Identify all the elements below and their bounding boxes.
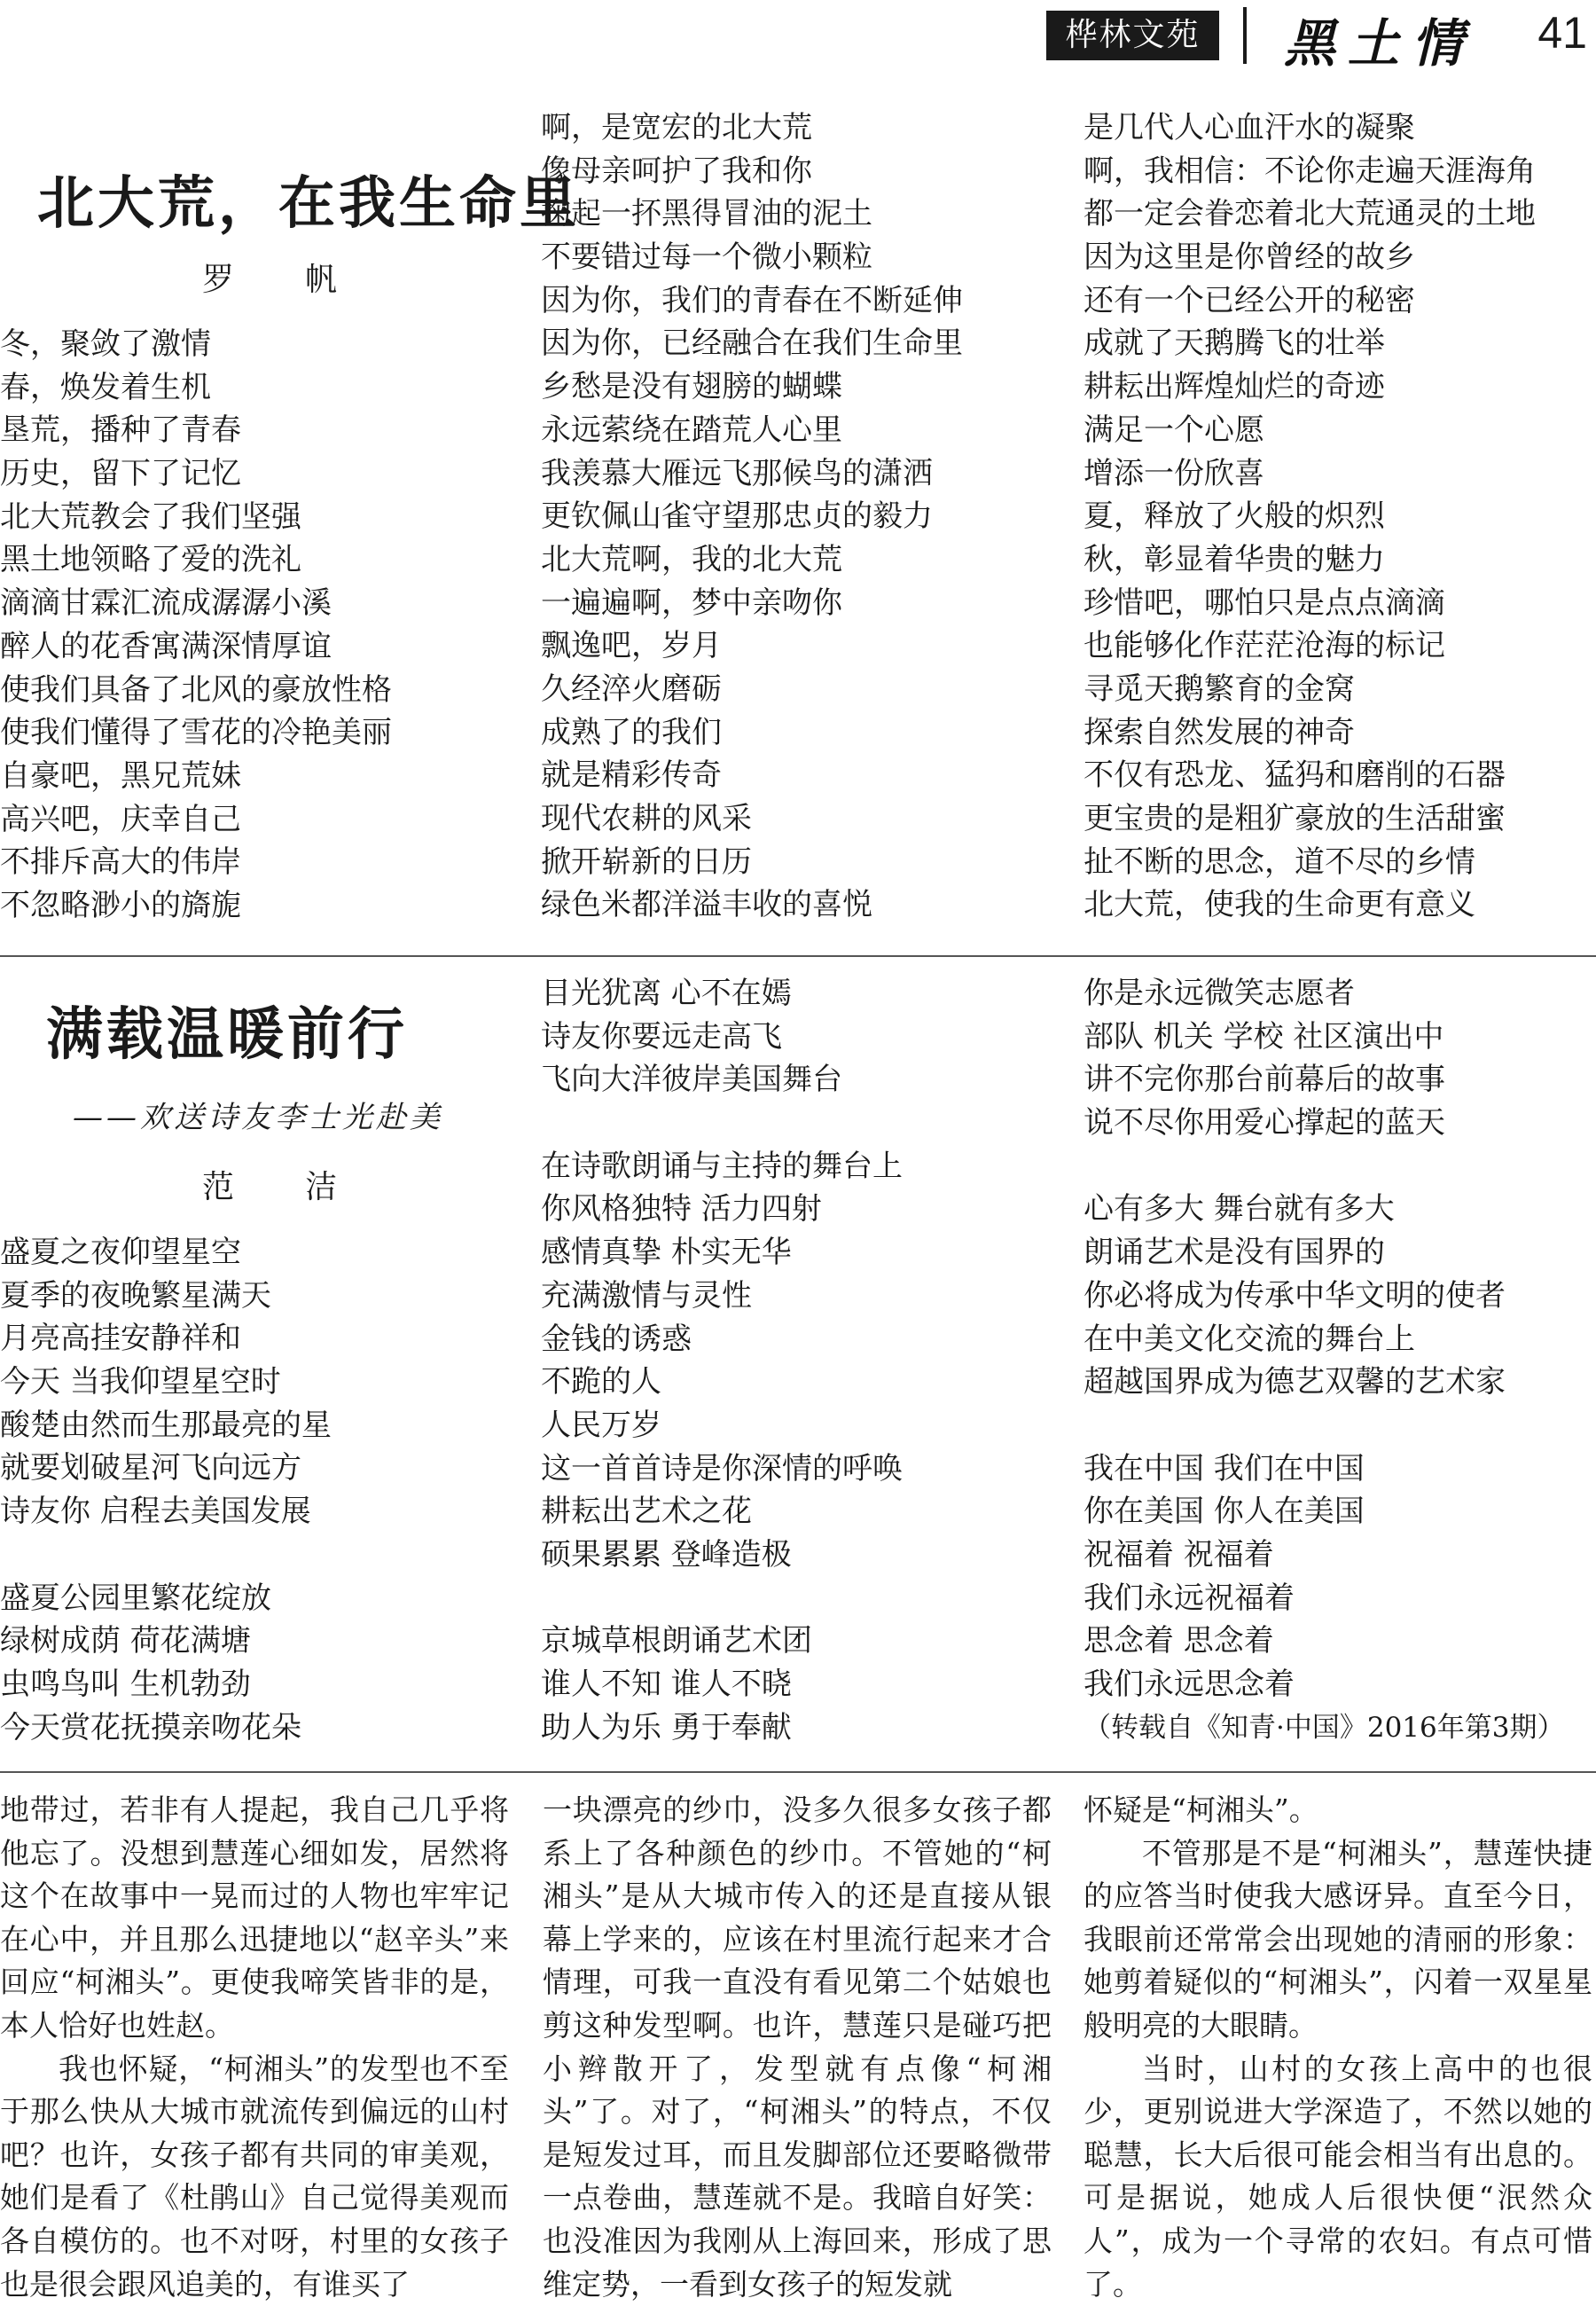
poem-line: 北大荒，使我的生命更有意义 [1084,887,1475,923]
poem-line: 久经淬火磨砺 [541,671,722,707]
header-divider [1243,7,1247,64]
poem2-author: 范 洁 [202,1169,357,1205]
poem-line: 扯不断的思念，道不尽的乡情 [1084,843,1475,880]
poem-line: 今天赏花抚摸亲吻花朵 [0,1709,301,1745]
poem-line: 在中美文化交流的舞台上 [1084,1321,1415,1357]
section-tag: 桦林文苑 [1046,11,1219,60]
poem-line: 因为你，我们的青春在不断延伸 [541,282,963,318]
poem-line: 飘逸吧，岁月 [541,628,722,664]
poem-line [541,1577,903,1620]
poem-line: 增添一份欣喜 [1084,455,1264,491]
poem-line: 目光犹离 心不在嫣 [541,976,792,1011]
poem-line: 讲不完你那台前幕后的故事 [1084,1062,1445,1098]
poem-line: 心有多大 舞台就有多大 [1084,1191,1395,1228]
poem-line: 诗友你 启程去美国发展 [0,1494,311,1530]
poem-line: 北大荒教会了我们坚强 [0,498,301,535]
poem-line: 耕耘出艺术之花 [541,1494,752,1530]
poem-line: 因为你，已经融合在我们生命里 [541,326,963,362]
poem-line: 我们永远祝福着 [1084,1580,1295,1616]
story-paragraph: 怀疑是“柯湘头”。 [1084,1792,1318,1827]
source-note-text: （转载自《知青·中国》2016年第3期） [1084,1712,1565,1744]
poem-line: 硕果累累 登峰造极 [541,1536,792,1573]
poem-line: 春，焕发着生机 [0,369,211,405]
poem-line: 像母亲呵护了我和你 [541,153,812,189]
poem-line: 谁人不知 谁人不晓 [541,1667,792,1702]
poem-line: 满足一个心愿 [1084,412,1264,448]
poem-line: 祝福着 祝福着 [1084,1536,1274,1573]
poem-line: 感情真挚 朴实无华 [541,1235,792,1271]
poem-line: 不要错过每一个微小颗粒 [541,239,872,276]
poem-line: 黑土地领略了爱的洗礼 [0,542,301,578]
poem-line: 诗友你要远走高飞 [541,1018,782,1055]
poem-line: 夏季的夜晚繁星满天 [0,1277,271,1314]
poem-line: 寻觅天鹅繁育的金窝 [1084,671,1355,707]
poem-line: 充满激情与灵性 [541,1277,752,1314]
poem-line: 垦荒，播种了青春 [0,412,241,449]
poem-line: 永远萦绕在踏荒人心里 [541,412,842,448]
poem-line: 都一定会眷恋着北大荒通灵的土地 [1084,196,1536,232]
poem-line: 绿树成荫 荷花满塘 [0,1623,251,1659]
poem-line: 说不尽你用爱心撑起的蓝天 [1084,1105,1445,1141]
poem-line: 你风格独特 活力四射 [541,1191,822,1228]
poem-line: 京城草根朗诵艺术团 [541,1623,812,1659]
poem-line: 啊，我相信：不论你走遍天涯海角 [1084,153,1536,189]
poem-line: 醉人的花香寓满深情厚谊 [0,628,332,664]
poem-line [1084,1145,1506,1188]
poem-line: 不仅有恐龙、猛犸和磨削的石器 [1084,757,1506,794]
story-column-1 [0,1789,509,2306]
poem2-title: 满载温暖前行 [46,1001,408,1068]
section-divider-2 [0,1771,1596,1773]
poem-line: 使我们具备了北风的豪放性格 [0,671,392,708]
poem-line: 我羡慕大雁远飞那候鸟的潇洒 [541,455,933,491]
poem-line: 也能够化作茫茫沧海的标记 [1084,628,1445,664]
poem-line: 高兴吧，庆幸自己 [0,801,241,837]
story-column-3 [1084,1789,1592,2306]
poem1-author: 罗 帆 [202,262,357,298]
poem-line: 助人为乐 勇于奉献 [541,1709,792,1745]
poem2-column-1 [0,1231,332,1749]
poem-line: 部队 机关 学校 社区演出中 [1084,1018,1444,1055]
poem-line: 探索自然发展的神奇 [1084,714,1355,750]
poem-line: 就要划破星河飞向远方 [0,1450,301,1486]
poem-line: 珍惜吧，哪怕只是点点滴滴 [1084,584,1445,621]
poem-line: 还有一个已经公开的秘密 [1084,282,1415,318]
poem-line: 你必将成为传承中华文明的使者 [1084,1277,1506,1314]
poem-line: 冬，聚敛了激情 [0,326,211,362]
poem-line: 秋，彰显着华贵的魅力 [1084,541,1385,577]
poem-line: 金钱的诱惑 [541,1321,692,1357]
poem-line: 掬起一抔黑得冒油的泥土 [541,196,872,232]
story-paragraph: 不管那是不是“柯湘头”，慧莲快捷的应答当时使我大感讶异。直至今日，我眼前还常常会出现她的清丽的形象：她剪着疑似的“柯湘头”，闪着一双星星般明亮的大眼睛。 [1084,1835,1592,2043]
poem-line: 因为这里是你曾经的故乡 [1084,239,1415,276]
poem-line: 滴滴甘霖汇流成潺潺小溪 [0,585,332,622]
poem-line: 今天 当我仰望星空时 [0,1364,281,1400]
poem-line: 盛夏之夜仰望星空 [0,1235,241,1270]
poem-line: 虫鸣鸟叫 生机勃劲 [0,1666,251,1702]
source-note [1084,1706,1564,1750]
poem-line: 我在中国 我们在中国 [1084,1450,1365,1486]
poem1-title: 北大荒，在我生命里 [37,170,580,237]
poem-line: 更钦佩山雀守望那忠贞的毅力 [541,498,933,535]
poem-line: 超越国界成为德艺双馨的艺术家 [1084,1364,1506,1400]
page-number: 41 [1537,8,1587,58]
poem-line: 飞向大洋彼岸美国舞台 [541,1062,842,1098]
poem2-subtitle: ——欢送诗友李士光赴美 [73,1100,443,1135]
poem-line: 是几代人心血汗水的凝聚 [1084,110,1415,145]
poem-line: 历史，留下了记忆 [0,456,241,492]
poem-line: 朗诵艺术是没有国界的 [1084,1235,1385,1271]
poem1-column-2 [541,106,963,927]
poem-line: 在诗歌朗诵与主持的舞台上 [541,1148,903,1184]
page-header [1046,0,1596,74]
story-paragraph: 地带过，若非有人提起，我自己几乎将他忘了。没想到慧莲心细如发，居然将这个在故事中一晃而过的人物也牢牢记在心中，并且那么迅捷地以“赵辛头”来回应“柯湘头”。更使我啼笑皆非的是，本人恰好也姓赵。 [0,1792,509,2043]
story-paragraph: 我也怀疑，“柯湘头”的发型也不至于那么快从大城市就流传到偏远的山村吧？也许，女孩子都有共同的审美观，她们是看了《杜鹃山》自己觉得美观而各自模仿的。也不对呀，村里的女孩子也是很会跟风追美的，有谁买了 [0,2051,509,2302]
poem-line: 使我们懂得了雪花的冷艳美丽 [0,715,392,751]
poem-line: 一遍遍啊，梦中亲吻你 [541,584,842,621]
poem-line [0,1533,332,1577]
poem-line: 乡愁是没有翅膀的蝴蝶 [541,369,842,405]
poem-line: 不排斥高大的伟岸 [0,844,241,881]
poem-line: 酸楚由然而生那最亮的星 [0,1407,332,1443]
poem-line: 你在美国 你人在美国 [1084,1494,1365,1530]
poem-line: 思念着 思念着 [1084,1623,1274,1659]
story-paragraph: 当时，山村的女孩上高中的也很少，更别说进大学深造了，不然以她的聪慧，长大后很可能会相当有出息的。可是据说，她成人后很快便“泯然众人”，成为一个寻常的农妇。有点可惜了。 [1084,2051,1592,2302]
poem-line: 现代农耕的风采 [541,801,752,836]
poem-line: 耕耘出辉煌灿烂的奇迹 [1084,369,1385,405]
poem-line: 不忽略渺小的旖旎 [0,887,241,923]
poem-line: 我们永远思念着 [1084,1667,1295,1702]
poem1-column-1 [0,323,392,928]
poem-line: 夏，释放了火般的炽烈 [1084,498,1385,535]
story-column-2 [543,1789,1052,2306]
poem-line: 这一首首诗是你深情的呼唤 [541,1450,903,1486]
poem-line: 不跪的人 [541,1364,661,1400]
poem-line: 更宝贵的是粗犷豪放的生活甜蜜 [1084,801,1506,836]
story-paragraph: 一块漂亮的纱巾，没多久很多女孩子都系上了各种颜色的纱巾。不管她的“柯湘头”是从大城市传入的还是直接从银幕上学来的，应该在村里流行起来才合情理，可我一直没有看见第二个姑娘也剪这种发型啊。也许，慧莲只是碰巧把小辫散开了，发型就有点像“柯湘头”了。对了，“柯湘头”的特点，不仅是短发过耳，而且发脚部位还要略微带一点卷曲，慧莲就不是。我暗自好笑：也没准因为我刚从上海回来，形成了思维定势，一看到女孩子的短发就 [543,1792,1052,2302]
poem-line: 自豪吧，黑兄荒妹 [0,757,241,794]
poem-line: 北大荒啊，我的北大荒 [541,541,842,577]
poem-line [541,1102,903,1145]
poem1-column-3 [1084,106,1536,927]
magazine-brand: 黑土情 [1284,13,1476,74]
poem-line: 啊，是宽宏的北大荒 [541,110,812,145]
poem-line: 人民万岁 [541,1407,661,1443]
poem2-column-2 [541,972,903,1749]
poem-line: 绿色米都洋溢丰收的喜悦 [541,887,872,923]
poem-line: 成熟了的我们 [541,714,722,750]
poem-line [1084,1404,1506,1447]
poem2-column-3 [1084,972,1506,1706]
poem-line: 你是永远微笑志愿者 [1084,976,1355,1011]
poem-line: 盛夏公园里繁花绽放 [0,1580,271,1616]
poem-line: 成就了天鹅腾飞的壮举 [1084,326,1385,362]
poem-line: 就是精彩传奇 [541,757,722,794]
poem-line: 掀开崭新的日历 [541,843,752,880]
section-divider [0,955,1596,957]
poem-line: 月亮高挂安静祥和 [0,1321,241,1357]
